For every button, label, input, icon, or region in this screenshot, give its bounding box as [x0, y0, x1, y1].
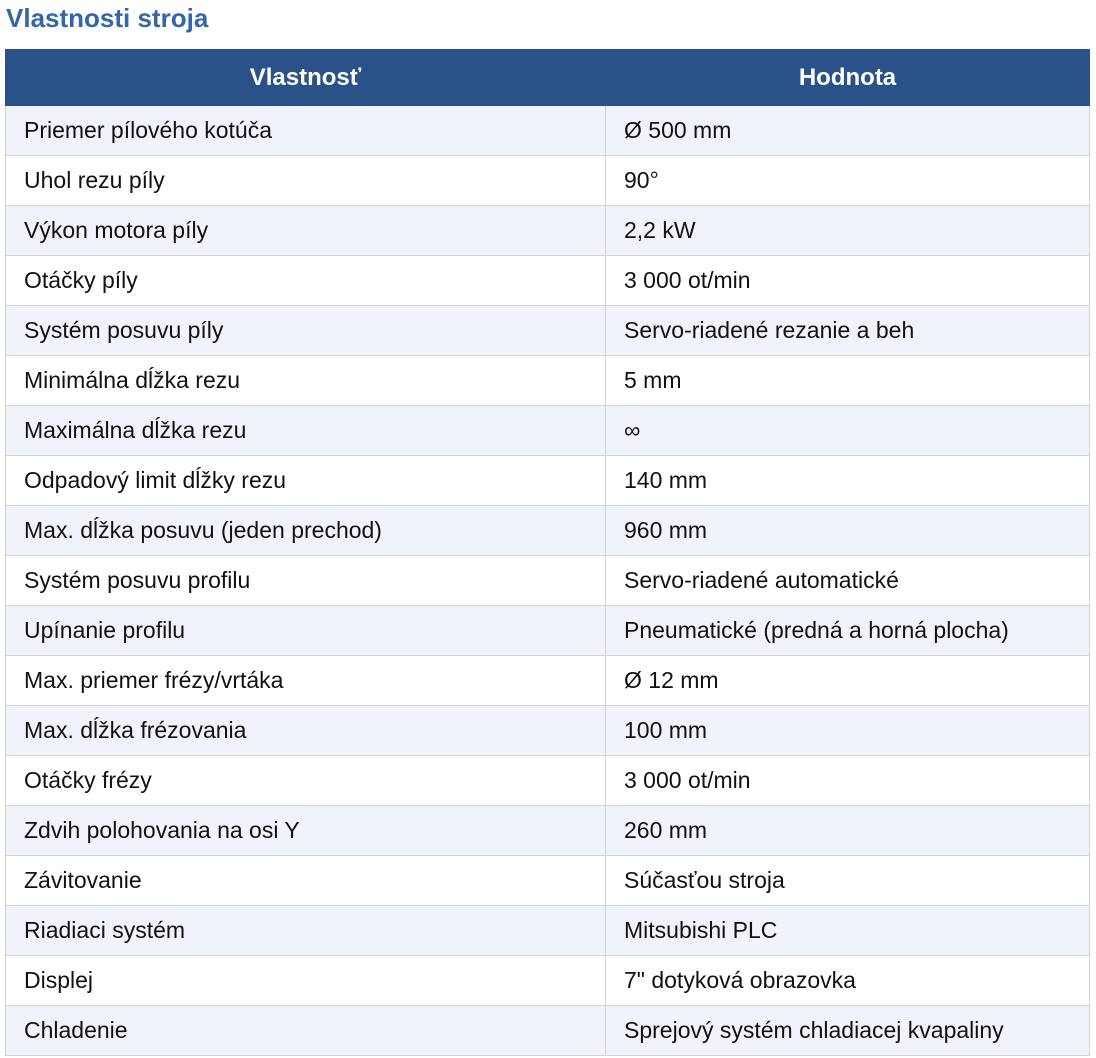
property-cell: Max. dĺžka posuvu (jeden prechod) — [6, 506, 606, 556]
property-cell: Chladenie — [6, 1006, 606, 1056]
property-cell: Otáčky frézy — [6, 756, 606, 806]
table-row — [6, 206, 1090, 256]
property-cell: Max. dĺžka frézovania — [6, 706, 606, 756]
property-cell: Priemer pílového kotúča — [6, 106, 606, 156]
table-row — [6, 106, 1090, 156]
property-cell: Minimálna dĺžka rezu — [6, 356, 606, 406]
property-cell: Systém posuvu profilu — [6, 556, 606, 606]
table-row — [6, 906, 1090, 956]
property-cell: Displej — [6, 956, 606, 1006]
value-cell: Súčasťou stroja — [606, 856, 1090, 906]
value-cell: 2,2 kW — [606, 206, 1090, 256]
table-row — [6, 856, 1090, 906]
value-cell: 90° — [606, 156, 1090, 206]
value-cell: 3 000 ot/min — [606, 256, 1090, 306]
table-row — [6, 956, 1090, 1006]
value-cell: Sprejový systém chladiacej kvapaliny — [606, 1006, 1090, 1056]
table-row — [6, 756, 1090, 806]
value-cell: ∞ — [606, 406, 1090, 456]
machine-properties-table — [5, 49, 1090, 1056]
table-row — [6, 556, 1090, 606]
column-header-value: Hodnota — [606, 50, 1090, 106]
property-cell: Max. priemer frézy/vrtáka — [6, 656, 606, 706]
section-title: Vlastnosti stroja — [6, 3, 209, 33]
value-cell: 140 mm — [606, 456, 1090, 506]
value-cell: 100 mm — [606, 706, 1090, 756]
table-row — [6, 706, 1090, 756]
value-cell: 260 mm — [606, 806, 1090, 856]
table-row — [6, 306, 1090, 356]
table-row — [6, 1006, 1090, 1056]
property-cell: Odpadový limit dĺžky rezu — [6, 456, 606, 506]
value-cell: Pneumatické (predná a horná plocha) — [606, 606, 1090, 656]
table-row — [6, 156, 1090, 206]
value-cell: Servo-riadené automatické — [606, 556, 1090, 606]
property-cell: Upínanie profilu — [6, 606, 606, 656]
table-header — [6, 50, 1090, 106]
table-row — [6, 506, 1090, 556]
property-cell: Maximálna dĺžka rezu — [6, 406, 606, 456]
table-header-row — [6, 50, 1090, 106]
property-cell: Systém posuvu píly — [6, 306, 606, 356]
table-row — [6, 656, 1090, 706]
column-header-property: Vlastnosť — [6, 50, 606, 106]
property-cell: Otáčky píly — [6, 256, 606, 306]
value-cell: 3 000 ot/min — [606, 756, 1090, 806]
table-row — [6, 356, 1090, 406]
value-cell: Ø 500 mm — [606, 106, 1090, 156]
property-cell: Riadiaci systém — [6, 906, 606, 956]
property-cell: Uhol rezu píly — [6, 156, 606, 206]
table-row — [6, 456, 1090, 506]
value-cell: Mitsubishi PLC — [606, 906, 1090, 956]
table-row — [6, 256, 1090, 306]
value-cell: 7" dotyková obrazovka — [606, 956, 1090, 1006]
value-cell: Servo-riadené rezanie a beh — [606, 306, 1090, 356]
property-cell: Zdvih polohovania na osi Y — [6, 806, 606, 856]
table-row — [6, 406, 1090, 456]
value-cell: 5 mm — [606, 356, 1090, 406]
table-row — [6, 806, 1090, 856]
property-cell: Závitovanie — [6, 856, 606, 906]
value-cell: 960 mm — [606, 506, 1090, 556]
property-cell: Výkon motora píly — [6, 206, 606, 256]
table-body — [6, 106, 1090, 1056]
value-cell: Ø 12 mm — [606, 656, 1090, 706]
table-row — [6, 606, 1090, 656]
